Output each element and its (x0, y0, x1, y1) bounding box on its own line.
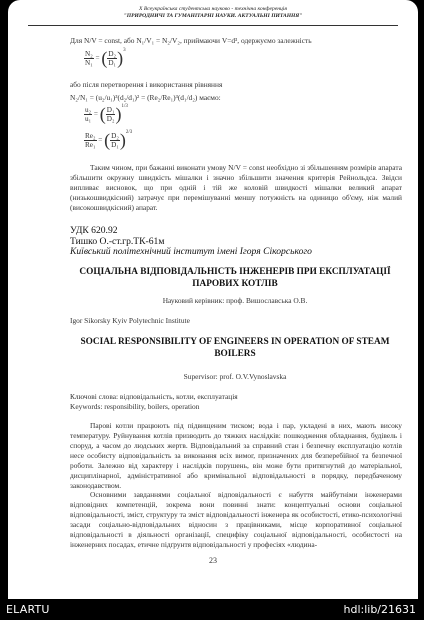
conference-header-line1: Х Всеукраїнська студентська науково - технічна конференція (139, 6, 287, 12)
keywords-en: Keywords: responsibility, boilers, operation (70, 402, 200, 411)
formula3-lhs-den: Re₁ (85, 141, 96, 149)
formula2-rhs-num: D₁ (106, 106, 115, 114)
equation-line: N₂/N₁ = (u₂/u₁)³(d₂/d₁)² = (Re₂/Re₁)³(d₁/d₂) маємо: (70, 93, 221, 102)
page-number: 23 (209, 556, 217, 565)
formula1-rhs-den: D₁ (108, 59, 117, 67)
body-paragraph-1: Парові котли працюють під підвищеним тиском; вода і пар, укладені в них, мають високу температуру. Руйнування котлів призводить до тяжких наслідків: пошкодження обладнання, будівель і споруд, а часом до людських жертв. Відповідальний за справний стан і безпечну експлуатацію котлів несе особисту відповідальність за виконання всіх вимог, призначених для безперебійної та безпечної роботи. Залежно від характеру і наслідків порушень, він може бути притягнутий до матеріальної, дисциплінарної, адміністративної або кримінальної відповідальності в порядку, передбаченому законодавством. (70, 421, 402, 490)
supervisor-ua: Науковий керівник: проф. Вишославська О.В. (162, 296, 308, 305)
formula3-lhs-num: Re₂ (85, 132, 96, 140)
formula2-rhs-den: D₂ (106, 115, 115, 123)
formula1-exponent: 3 (123, 48, 126, 53)
formula1-rhs-num: D₂ (108, 50, 117, 58)
document-page (8, 0, 418, 599)
formula1-lhs-num: N₂ (85, 50, 93, 58)
conclusion-paragraph: Таким чином, при бажанні виконати умову N/V = const необхідно зі збільшенням розмірів апарата збільшити окружну швидкість мішалки і значно збільшити значення критерія Рейнольдса. Звідси випливає висновок, що при одній і тій же коловій швидкості мішалки великий апарат (низькошвидкісний) затрачує при перемішуванні меншу потужність на одиницю об'єму, ніж малий (високошвидкісний) апарат. (70, 163, 402, 212)
supervisor-en: Supervisor: prof. O.V.Vynoslavska (183, 372, 287, 381)
article-title-en: SOCIAL RESPONSIBILITY OF ENGINEERS IN OPERATION OF STEAM BOILERS (80, 337, 390, 359)
formula2-exponent: 1/3 (121, 104, 128, 109)
repository-footer (0, 599, 424, 620)
formula2-lhs-num: u₂ (85, 106, 92, 114)
repository-name: ELARTU (6, 603, 50, 616)
body-paragraph-2: Основними завданнями соціальної відповідальності є набуття майбутніми інженерами відповідних компетенцій, зокрема вони повинні знати: концептуальні основи соціальної відповідальності, зміст, структуру та зміст відповідальності інженера як особистості, етико-психологічні засади соціально-відповідальних відносин з працівниками, місце корпоративної соціальної відповідальності в діяльності організації, специфіку соціальної відповідальності, особистості на інженерних посадах, етичне підґрунтя відповідальності у професіях «людина- (70, 490, 402, 549)
formula3-rhs-num: D₂ (111, 132, 119, 140)
author-line: Тишко О.-ст.гр.ТК-61м (70, 235, 165, 247)
formula3-exponent: 2/3 (125, 130, 133, 135)
institute-line: Київський політехнічний інститут імені Ігоря Сікорського (70, 246, 312, 257)
keywords-ua: Ключові слова: відповідальність, котли, експлуатація (70, 392, 238, 401)
formula-reynolds-ratio: $\frac{\text{Re₂}}{\text{Re₁}}$ = ( $\frac{\text{D₂}}{\text{D₁}}$ )$^{2/3}$ (85, 130, 133, 150)
formula-speed-ratio: $\frac{\text{u₂}}{\text{u₁}}$ = ( $\frac{\text{D₁}}{\text{D₂}}$ )$^{1/3}$ (85, 104, 128, 124)
transform-line: або після перетворення і використання рівняння (70, 80, 223, 89)
institute-en: Igor Sikorsky Kyiv Polytechnic Institute (70, 316, 190, 325)
article-meta (70, 226, 312, 258)
article-title-ua: СОЦІАЛЬНА ВІДПОВІДАЛЬНІСТЬ ІНЖЕНЕРІВ ПРИ ЕКСПЛУАТАЦІЇ ПАРОВИХ КОТЛІВ (79, 267, 391, 289)
conference-header (28, 6, 398, 26)
conference-header-line2: "ПРИРОДНИЧІ ТА ГУМАНІТАРНІ НАУКИ. АКТУАЛЬНІ ПИТАННЯ" (123, 12, 303, 19)
formula3-rhs-den: D₁ (111, 141, 119, 149)
handle-id: hdl:lib/21631 (343, 603, 416, 616)
formula2-lhs-den: u₁ (85, 115, 92, 123)
formula-power-ratio: $\frac{\text{N₂}}{\text{N₁}}$ = ( $\frac{\text{D₂}}{\text{D₁}}$ )$^3$ (85, 48, 126, 68)
condition-line: Для N/V = const, або N₁/V₁ = N₂/V₂, приймаючи V=d³, одержуємо залежність (70, 36, 312, 45)
formula1-lhs-den: N₁ (85, 59, 93, 67)
udk-code: УДК 620.92 (70, 225, 118, 236)
